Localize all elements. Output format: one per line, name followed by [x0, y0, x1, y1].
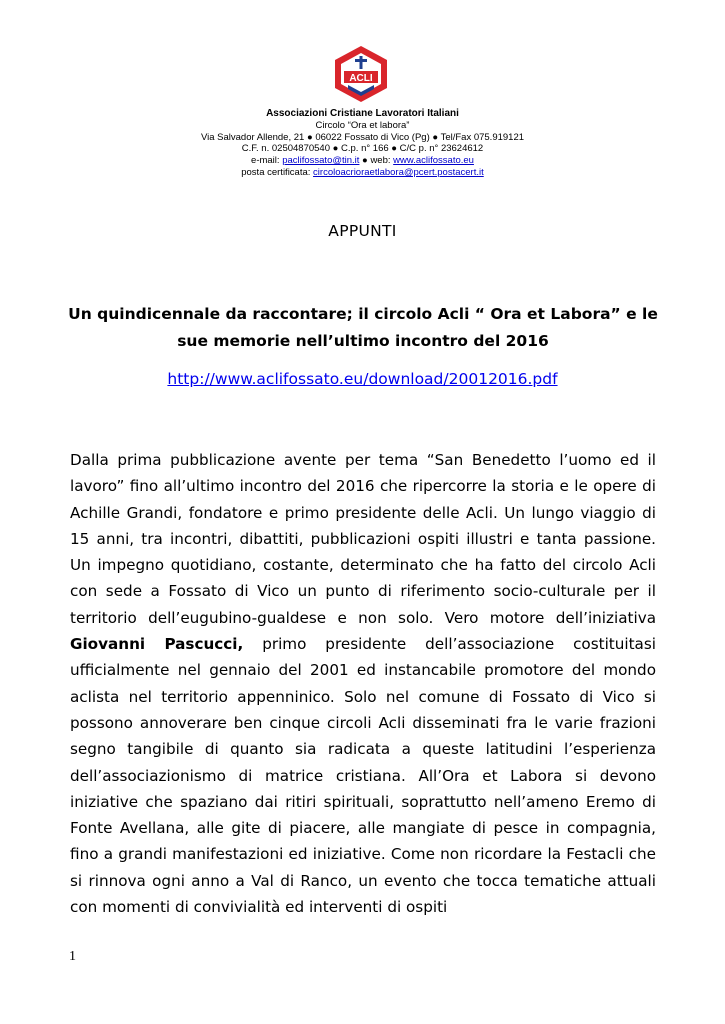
org-name: Associazioni Cristiane Lavoratori Italiani — [266, 108, 459, 119]
document-label: APPUNTI — [328, 222, 397, 240]
body-text-part1: Dalla prima pubblicazione avente per tema “San Benedetto l’uomo ed il lavoro” fino all’ultimo incontro del 2016 che ripercorre la storia e le opere di Achille Grandi, fondatore e primo presidente delle Acli. Un lungo viaggio di 15 anni, tra incontri, dibattiti, pubblicazioni ospiti illustri e tanta passione. Un impegno quotidiano, costante, determinato che ha fatto del circolo Acli con sede a Fossato di Vico un punto di riferimento socio-culturale per il territorio dell’eugubino-gualdese e non solo. Vero motore dell’iniziativa — [70, 451, 656, 627]
web-link[interactable]: www.aclifossato.eu — [393, 155, 474, 167]
pec-line — [0, 167, 725, 179]
pec-label: posta certificata: — [241, 166, 314, 178]
article-body — [70, 447, 656, 920]
contact-line — [0, 155, 725, 167]
page-number: 1 — [69, 949, 76, 964]
web-label: ● web: — [359, 155, 394, 167]
letterhead — [0, 108, 725, 179]
body-highlighted-name: Giovanni Pascucci, — [70, 635, 244, 654]
email-label: e-mail: — [251, 155, 283, 167]
email-link[interactable]: paclifossato@tin.it — [282, 155, 360, 167]
address-line: Via Salvador Allende, 21 ● 06022 Fossato di Vico (Pg) ● Tel/Fax 075.919121 — [200, 131, 525, 143]
acli-logo — [331, 44, 391, 104]
fiscal-line: C.F. n. 02504870540 ● C.p. n° 166 ● C/C p. n° 23624612 — [241, 143, 484, 155]
article-title: Un quindicennale da raccontare; il circolo Acli “ Ora et Labora” e le sue memorie nell’ultimo incontro del 2016 — [68, 305, 658, 350]
logo-text: ACLI — [349, 73, 373, 84]
body-text-part2: primo presidente dell’associazione costituitasi ufficialmente nel gennaio del 2001 ed instancabile promotore del mondo aclista nel territorio appenninico. Solo nel comune di Fossato di Vico si possono annoverare ben cinque circoli Acli disseminati fra le varie frazioni segno tangibile di quanto sia radicata a queste latitudini l’esperienza dell’associazionismo di matrice cristiana. All’Ora et Labora si devono iniziative che spaziano dai ritiri spirituali, soprattutto nell’ameno Eremo di Fonte Avellana, alle gite di piacere, alle mangiate di pesce in compagnia, fino a grandi manifestazioni ed iniziative. Come non ricordare la Festacli che si rinnova ogni anno a Val di Ranco, un evento che tocca tematiche attuali con momenti di convivialità ed interventi di ospiti — [70, 635, 656, 917]
circolo-name: Circolo “Ora et labora” — [315, 119, 410, 131]
download-link[interactable]: http://www.aclifossato.eu/download/20012016.pdf — [167, 370, 558, 388]
pec-link[interactable]: circoloacrioraetlabora@pcert.postacert.it — [313, 166, 484, 178]
